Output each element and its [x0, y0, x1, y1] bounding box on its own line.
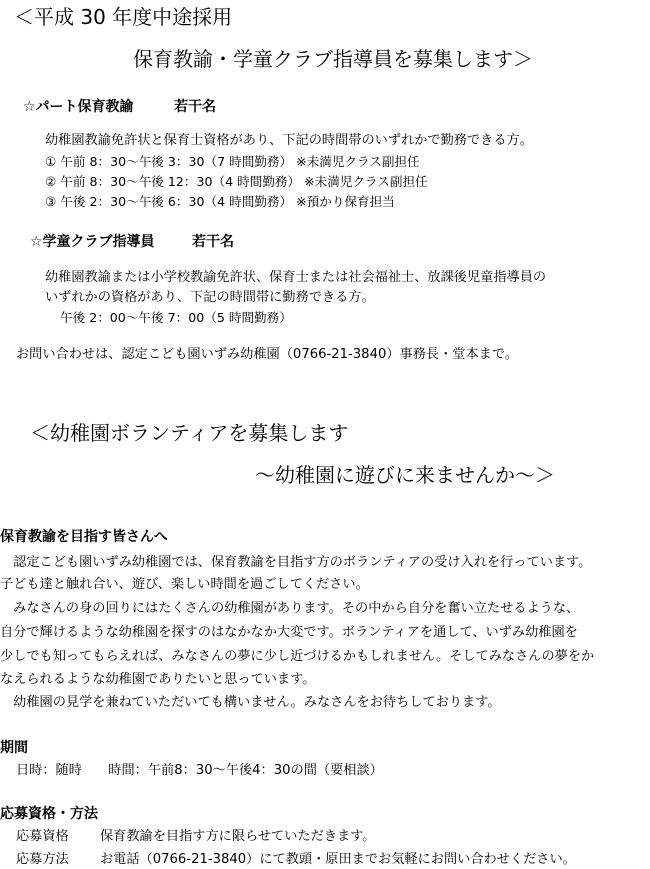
part-item-2: ② 午前 8：30〜午後 12：30（4 時間勤務） ※未満児クラス副担任 [45, 174, 428, 189]
part-teacher-heading: ☆パート保育教諭 [23, 99, 134, 115]
apply-heading: 応募資格・方法 [0, 806, 98, 822]
apply-method-label: 応募方法 [16, 852, 69, 867]
part-item-3: ③ 午後 2：30〜午後 6：30（4 時間勤務） ※預かり保育担当 [45, 194, 395, 209]
volunteer-paragraph-line: 幼稚園の見学を兼ねていただいても構いません。みなさんをお待ちしております。 [0, 695, 501, 710]
gakudo-desc-1: 幼稚園教諭または小学校教諭免許状、保育士または社会福祉士、放課後児童指導員の [45, 270, 547, 285]
volunteer-paragraph-line: 少しでも知ってもらえれば、みなさんの夢に少し近づけるかもしれません。そしてみなさんの夢をか [0, 649, 595, 664]
volunteer-paragraph-line: 自分で輝けるような幼稚園を探すのはなかなか大変です。ボランティアを通して、いずみ幼稚園を [0, 625, 578, 640]
part-teacher-desc: 幼稚園教諭免許状と保育士資格があり、下記の時間帯のいずれかで勤務できる方。 [45, 133, 533, 148]
recruit-title-line1: ＜平成 30 年度中途採用 [14, 5, 233, 29]
contact-line: お問い合わせは、認定こども園いずみ幼稚園（0766-21-3840）事務長・堂本まで。 [16, 347, 518, 362]
apply-qualification-label: 応募資格 [16, 829, 69, 844]
apply-qualification-value: 保育教諭を目指す方に限らせていただきます。 [100, 829, 376, 844]
volunteer-paragraph-line: なえられるような幼稚園でありたいと思っています。 [0, 672, 316, 687]
volunteer-paragraph-line: みなさんの身の回りにはたくさんの幼稚園があります。その中から自分を奮い立たせるような、 [0, 601, 580, 616]
part-item-1: ① 午前 8：30〜午後 3：30（7 時間勤務） ※未満児クラス副担任 [45, 154, 420, 169]
period-heading: 期間 [0, 740, 28, 756]
gakudo-heading: ☆学童クラブ指導員 [30, 234, 155, 250]
gakudo-desc-2: いずれかの資格があり、下記の時間帯に勤務できる方。 [45, 290, 375, 305]
gakudo-time: 午後 2：00〜午後 7：00（5 時間勤務） [60, 310, 292, 325]
gakudo-count: 若干名 [192, 234, 234, 250]
period-line: 日時：随時 時間：午前8：30〜午後4：30の間（要相談） [16, 763, 383, 778]
part-teacher-count: 若干名 [174, 99, 216, 115]
volunteer-heading: 保育教諭を目指す皆さんへ [0, 529, 168, 545]
volunteer-paragraph-line: 子ども達と触れ合い、遊び、楽しい時間を過ごしてください。 [0, 577, 369, 592]
volunteer-title-line2: 〜幼稚園に遊びに来ませんか〜＞ [255, 463, 555, 487]
apply-method-value: お電話（0766-21-3840）にて教頭・原田までお気軽にお問い合わせください。 [100, 852, 576, 867]
recruit-title-line2: 保育教諭・学童クラブ指導員を募集します＞ [133, 47, 533, 71]
volunteer-paragraph-line: 認定こども園いずみ幼稚園では、保育教諭を目指す方のボランティアの受け入れを行っています。 [0, 555, 592, 570]
volunteer-title-line1: ＜幼稚園ボランティアを募集します [30, 421, 349, 445]
